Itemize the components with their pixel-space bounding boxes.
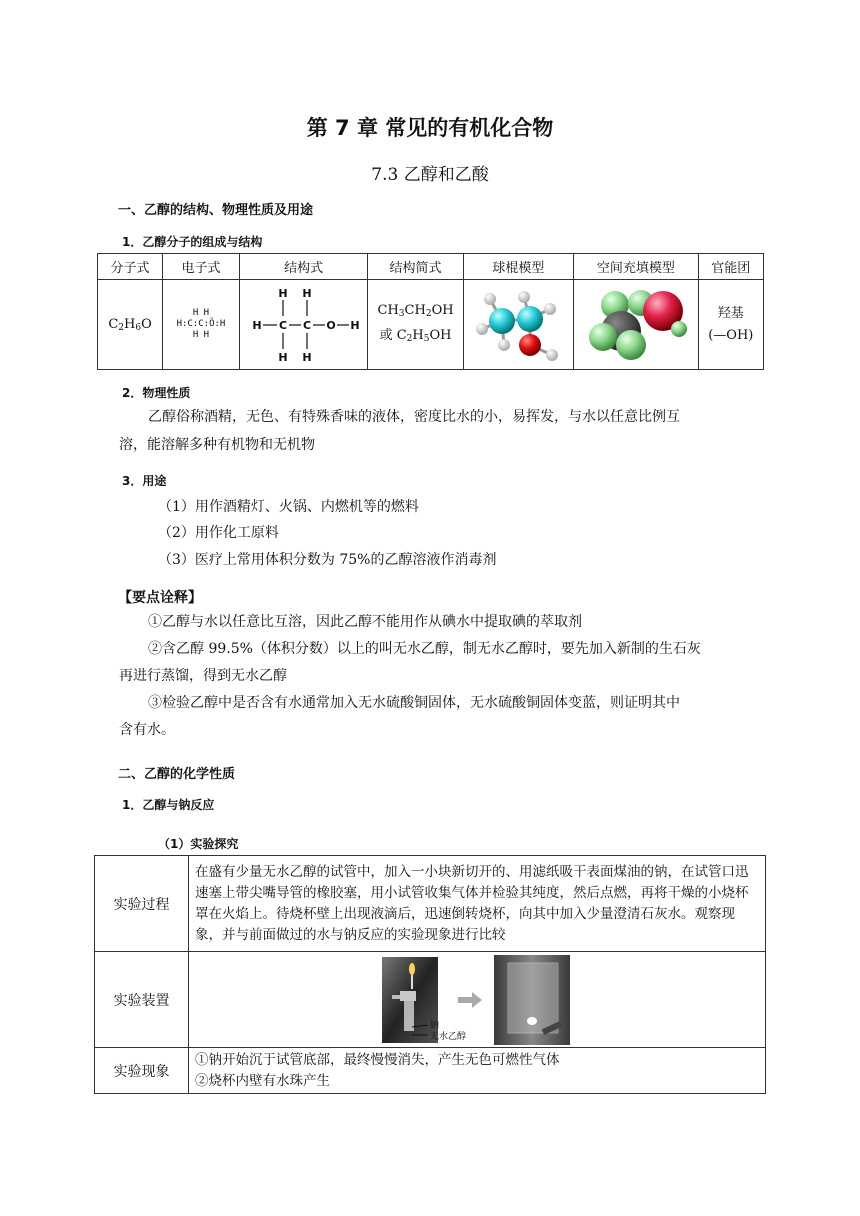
experiment-explore: （1）实验探究 bbox=[158, 837, 239, 851]
svg-text:O: O bbox=[325, 318, 336, 332]
header-molecular-formula: 分子式 bbox=[98, 254, 163, 280]
svg-text:H: H bbox=[302, 350, 312, 364]
header-simplified-formula: 结构简式 bbox=[368, 254, 463, 280]
part2-sub1: 1．乙醇与钠反应 bbox=[122, 798, 215, 812]
key-point-3: ③检验乙醇中是否含有水通常加入无水硫酸铜固体，无水硫酸铜固体变蓝，则证明其中 bbox=[148, 695, 680, 711]
part1-sub1: 1．乙醇分子的组成与结构 bbox=[122, 235, 263, 249]
svg-text:H: H bbox=[278, 286, 288, 300]
ball-stick-model bbox=[463, 280, 574, 370]
row-process-text: 在盛有少量无水乙醇的试管中，加入一小块新切开的、用滤纸吸干表面煤油的钠，在试管口迅速塞上带尖嘴导管的橡胶塞，用小试管收集气体并检验其纯度，然后点燃，再将干燥的小烧杯罩在火焰上。待烧杯壁上出现液滴后，迅速倒转烧杯，向其中加入少量澄清石灰水。观察现象，并与前面做过的水与钠反应的实验现象进行比较 bbox=[189, 856, 766, 952]
key-points-title: 【要点诠释】 bbox=[118, 590, 202, 606]
phenomenon-line-1: ①钠开始沉于试管底部，最终慢慢消失，产生无色可燃性气体 bbox=[195, 1051, 560, 1068]
row-phenomenon-label: 实验现象 bbox=[95, 1048, 189, 1094]
row-phenomenon-text bbox=[189, 1048, 766, 1094]
key-point-1: ①乙醇与水以任意比互溶，因此乙醇不能用作从碘水中提取碘的萃取剂 bbox=[148, 614, 582, 630]
ball-stick-model-image bbox=[468, 283, 568, 367]
svg-text:H: H bbox=[350, 318, 360, 332]
arrow-icon bbox=[458, 992, 482, 1008]
phenomenon-line-2: ②烧杯内壁有水珠产生 bbox=[195, 1072, 330, 1089]
functional-group bbox=[698, 280, 763, 370]
experiment-table bbox=[94, 855, 766, 1094]
use-2: （2）用作化工原料 bbox=[158, 525, 279, 541]
part1-sub3: 3．用途 bbox=[122, 474, 167, 488]
svg-text:H: H bbox=[278, 350, 288, 364]
physical-line-1: 乙醇俗称酒精，无色、有特殊香味的液体，密度比水的小，易挥发，与水以任意比例互 bbox=[148, 409, 680, 425]
part2-heading: 二、乙醇的化学性质 bbox=[118, 767, 236, 782]
functional-group-formula: (—OH) bbox=[708, 327, 754, 343]
label-sodium: 钠 bbox=[430, 1020, 440, 1031]
section-title: 7.3 乙醇和乙酸 bbox=[371, 165, 489, 185]
row-apparatus-label: 实验装置 bbox=[95, 952, 189, 1048]
functional-group-name: 羟基 bbox=[717, 305, 744, 321]
part1-heading: 一、乙醇的结构、物理性质及用途 bbox=[118, 203, 314, 218]
structural-formula bbox=[239, 280, 368, 370]
use-3: （3）医疗上常用体积分数为 75%的乙醇溶液作消毒剂 bbox=[158, 552, 497, 568]
chapter-title: 第 7 章 常见的有机化合物 bbox=[306, 116, 554, 140]
simplified-formula: $CH_3CH_2OH$ 或 $C_2H_5OH$ bbox=[368, 280, 463, 370]
svg-text:H: H bbox=[302, 286, 312, 300]
key-point-2-cont: 再进行蒸馏，得到无水乙醇 bbox=[119, 668, 287, 684]
space-filling-model-image bbox=[581, 283, 691, 367]
use-1: （1）用作酒精灯、火锅、内燃机等的燃料 bbox=[158, 499, 419, 515]
ethanol-structure-table bbox=[97, 253, 764, 370]
apparatus-figure bbox=[382, 955, 572, 1045]
key-point-2: ②含乙醇 99.5%（体积分数）以上的叫无水乙醇，制无水乙醇时，要先加入新制的生石灰 bbox=[148, 641, 701, 657]
physical-line-2: 溶，能溶解多种有机物和无机物 bbox=[119, 437, 315, 453]
header-ball-stick: 球棍模型 bbox=[463, 254, 574, 280]
space-filling-model bbox=[574, 280, 698, 370]
electron-row-2: H:C:C:Ö:H bbox=[176, 319, 226, 329]
svg-text:C: C bbox=[278, 318, 287, 332]
svg-text:C: C bbox=[302, 318, 311, 332]
header-electron-formula: 电子式 bbox=[163, 254, 240, 280]
label-anhydrous-ethanol: 无水乙醇 bbox=[430, 1031, 467, 1042]
row-process-label: 实验过程 bbox=[95, 856, 189, 952]
electron-formula bbox=[163, 280, 240, 370]
row-apparatus-image bbox=[189, 952, 766, 1048]
svg-text:H: H bbox=[252, 318, 262, 332]
molecular-formula: $C_2H_6O$ bbox=[98, 280, 163, 370]
header-functional-group: 官能团 bbox=[698, 254, 763, 280]
key-point-3-cont: 含有水。 bbox=[119, 722, 175, 738]
header-structural-formula: 结构式 bbox=[239, 254, 368, 280]
structural-formula-diagram bbox=[245, 285, 363, 365]
header-space-filling: 空间充填模型 bbox=[574, 254, 698, 280]
part1-sub2: 2．物理性质 bbox=[122, 386, 191, 400]
electron-row-3: H H bbox=[192, 330, 210, 340]
electron-row-1: H H bbox=[192, 308, 210, 318]
